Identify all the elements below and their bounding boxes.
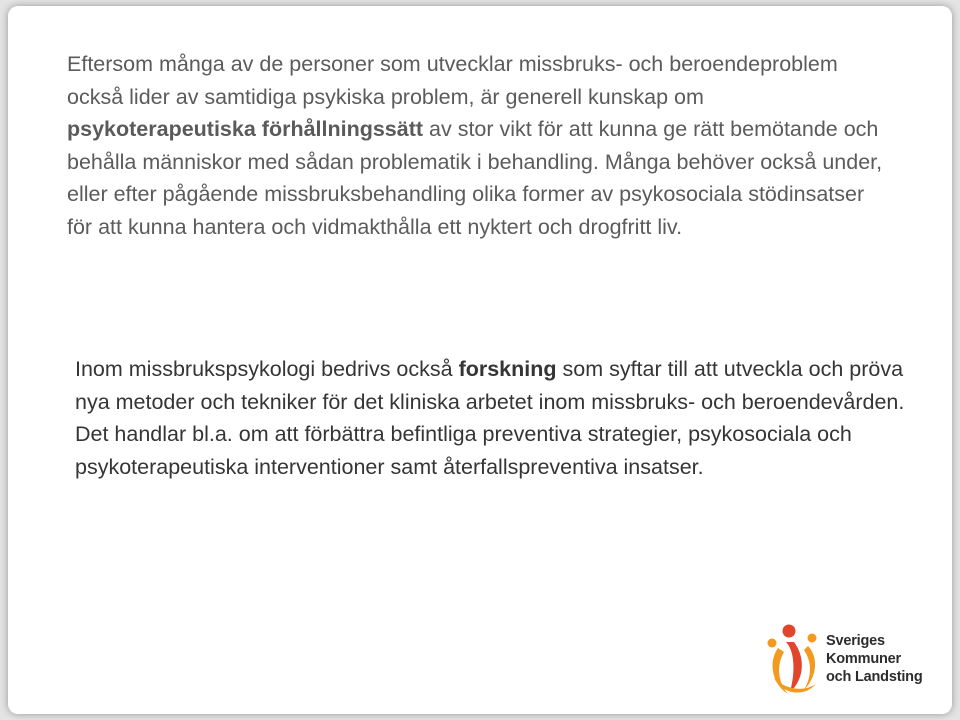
skl-emblem-icon (764, 622, 826, 700)
body-paragraph-1 (67, 48, 887, 244)
emblem-head-right (808, 634, 817, 643)
emblem-body-center (786, 642, 802, 692)
logo-wordmark (826, 632, 922, 686)
emblem-head-left (768, 639, 777, 648)
paragraph-1-text-start: Eftersom många av de personer som utvecklar missbruks- och beroendeproblem också lider av samtidiga psykiska problem, är generell kunskap om (67, 52, 838, 109)
paragraph-2-text-start: Inom missbrukspsykologi bedrivs också (75, 357, 459, 381)
emblem-head-top (783, 625, 796, 638)
body-paragraph-2 (75, 353, 915, 483)
logo-line-2: Kommuner (826, 651, 901, 667)
paragraph-1-text-end: av stor vikt för att kunna ge rätt bemötande och behålla människor med sådan problematik i behandling. Många behöver också under, eller efter pågående missbruksbehandling olika former av psykosociala stödinsatser för att kunna hantera och vidmakthålla ett nyktert och drogfritt liv. (67, 117, 883, 239)
slide (8, 6, 952, 714)
logo-line-1: Sveriges (826, 633, 885, 649)
skl-logo (764, 622, 934, 702)
emblem-body-right (804, 646, 815, 690)
paragraph-1-highlight: psykoterapeutiska förhållningssätt (67, 117, 424, 142)
paragraph-2-highlight: forskning (458, 357, 557, 381)
paragraph-2-text-end: som syftar till att utveckla och pröva nya metoder och tekniker för det kliniska arbetet inom missbruks- och beroendevården. Det handlar bl.a. om att förbättra befintliga preventiva strategier, psykosociala och psykoterapeutiska interventioner samt återfallspreventiva insatser. (75, 357, 905, 479)
logo-line-3: och Landsting (826, 669, 923, 685)
